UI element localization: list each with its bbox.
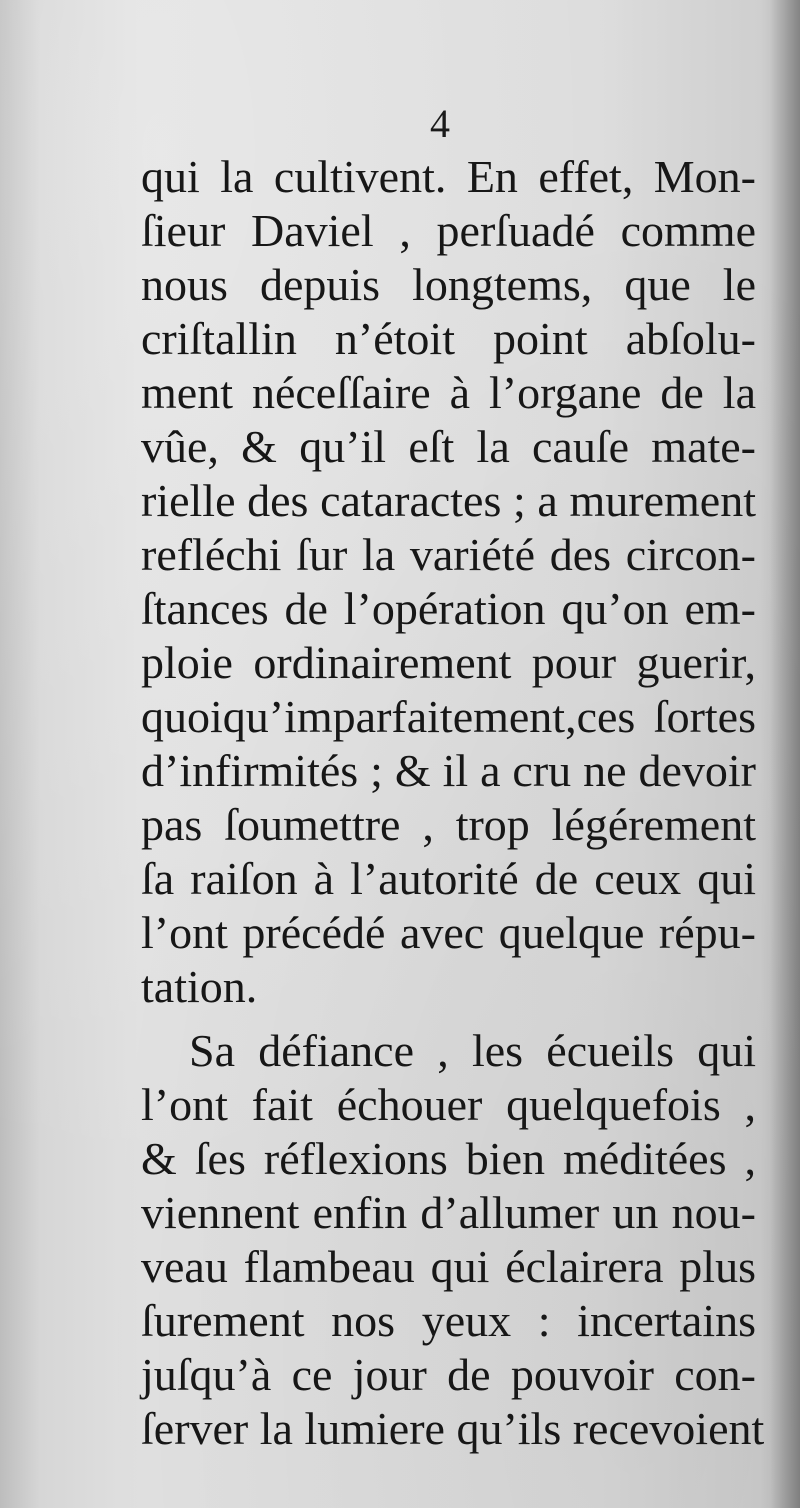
paragraph-1	[141, 150, 756, 1014]
text-line: quoiqu’imparfaitement,ces ſortes	[141, 691, 756, 742]
text-line: & ſes réflexions bien méditées ,	[141, 1133, 756, 1184]
page-edge-shadow	[770, 0, 800, 1508]
text-line: ment néceſſaire à l’organe de la	[141, 367, 756, 418]
text-line: tation.	[141, 961, 258, 1012]
text-line: Sa défiance , les écueils qui	[189, 1025, 756, 1076]
text-line: veau flambeau qui éclairera plus	[141, 1241, 756, 1292]
text-line: ſerver la lumiere qu’ils recevoient	[141, 1403, 765, 1454]
text-line: ſieur Daviel , perſuadé comme	[141, 205, 756, 256]
paragraph-2	[141, 1024, 765, 1456]
text-line: juſqu’à ce jour de pouvoir con-	[141, 1349, 756, 1400]
text-line: qui la cultivent. En effet, Mon-	[141, 151, 756, 202]
text-line: ſurement nos yeux : incertains	[141, 1295, 756, 1346]
body-text	[141, 150, 765, 1456]
text-line: ſtances de l’opération qu’on em-	[141, 583, 756, 634]
text-line: viennent enfin d’allumer un nou-	[141, 1187, 756, 1238]
text-line: l’ont fait échouer quelquefois ,	[141, 1079, 756, 1130]
text-line: d’infirmités ; & il a cru ne devoir	[141, 745, 756, 796]
page-number: 4	[430, 101, 450, 146]
text-line: refléchi ſur la variété des circon-	[141, 529, 756, 580]
text-line: vûe, & qu’il eſt la cauſe mate-	[141, 421, 756, 472]
paragraph-gap	[141, 1014, 756, 1024]
text-line: nous depuis longtems, que le	[141, 259, 756, 310]
text-line: ploie ordinairement pour guerir,	[141, 637, 756, 688]
text-line: rielle des cataractes ; a murement	[141, 475, 756, 526]
text-line: l’ont précédé avec quelque répu-	[141, 907, 756, 958]
text-line: pas ſoumettre , trop légérement	[141, 799, 756, 850]
text-line: ſa raiſon à l’autorité de ceux qui	[141, 853, 756, 904]
text-line: criſtallin n’étoit point abſolu-	[141, 313, 756, 364]
